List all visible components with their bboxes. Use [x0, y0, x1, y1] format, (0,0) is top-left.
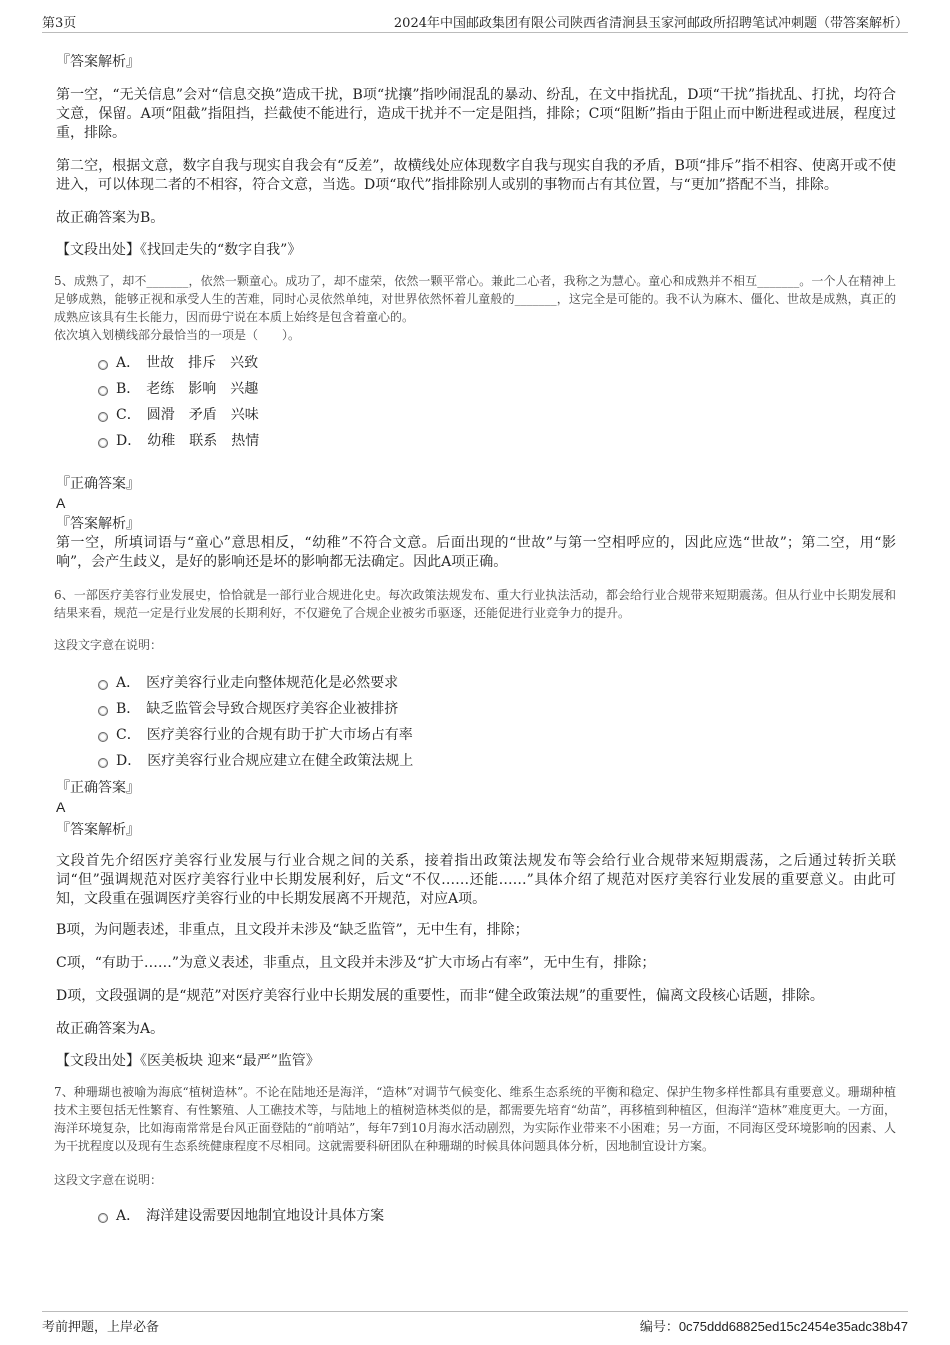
- document-title: 2024年中国邮政集团有限公司陕西省清涧县玉家河邮政所招聘笔试冲刺题（带答案解析）: [393, 16, 908, 31]
- q6-correct-value: A: [56, 799, 66, 815]
- q5-correct-label: 『正确答案』: [56, 476, 140, 492]
- q5-option-a[interactable]: A． 世故 排斥 兴致: [98, 350, 896, 376]
- radio-icon[interactable]: [98, 1213, 108, 1223]
- page-number: 第3页: [42, 16, 77, 31]
- q4-source: 【文段出处】《找回走失的“数字自我”》: [56, 242, 302, 258]
- radio-icon[interactable]: [98, 438, 108, 448]
- q7-option-a[interactable]: A． 海洋建设需要因地制宜地设计具体方案: [98, 1203, 896, 1229]
- q5-option-c[interactable]: C． 圆滑 矛盾 兴味: [98, 402, 896, 428]
- q4-analysis-label: 『答案解析』: [56, 54, 140, 70]
- page-header: [42, 10, 908, 33]
- page-footer: [42, 1311, 908, 1334]
- q6-source: 【文段出处】《医美板块 迎来“最严”监管》: [56, 1053, 320, 1069]
- q5-options: [98, 350, 896, 454]
- radio-icon[interactable]: [98, 680, 108, 690]
- q6-conclusion: 故正确答案为A。: [56, 1021, 165, 1037]
- q4-analysis-para2: 第二空，根据文意，数字自我与现实自我会有“反差”，故横线处应体现数字自我与现实自我的矛盾，B项“排斥”指不相容、使离开或不使进入，可以体现二者的不相容，符合文意，当选。D项“取代”指排除别人或别的事物而占有其位置，与“更加”搭配不当，排除。: [56, 158, 896, 193]
- q6-option-c[interactable]: C． 医疗美容行业的合规有助于扩大市场占有率: [98, 722, 896, 748]
- radio-icon[interactable]: [98, 360, 108, 370]
- q5-option-d[interactable]: D． 幼稚 联系 热情: [98, 428, 896, 454]
- q5-option-b[interactable]: B． 老练 影响 兴趣: [98, 376, 896, 402]
- q6-option-d[interactable]: D． 医疗美容行业合规应建立在健全政策法规上: [98, 748, 896, 774]
- q7-prompt: 这段文字意在说明：: [54, 1173, 163, 1187]
- q7-question-text: 7、种珊瑚也被喻为海底“植树造林”。不论在陆地还是海洋，“造林”对调节气候变化、维系生态系统的平衡和稳定、保护生物多样性都具有重要意义。珊瑚种植技术主要包括无性繁育、有性繁殖、人工礁技术等，与陆地上的植树造林类似的是，都需要先培育“幼苗”，再移植到种植区，但海洋“造林”难度更大。一方面，海洋环境复杂，比如海南常常是台风正面登陆的“前哨站”，每年7到10月海水活动剧烈，为实际作业带来不小困难；另一方面，不同海区受环境影响的因素、人为干扰程度以及现有生态系统健康程度不尽相同。这就需要科研团队在种珊瑚的时候具体问题具体分析，因地制宜设计方案。: [54, 1085, 896, 1153]
- q6-question-text: 6、一部医疗美容行业发展史，恰恰就是一部行业合规进化史。每次政策法规发布、重大行业执法活动，都会给行业合规带来短期震荡。但从行业中长期发展和结果来看，规范一定是行业发展的长期利好，不仅避免了合规企业被劣币驱逐，还能促进行业竞争力的提升。: [54, 588, 896, 620]
- q6-analysis-label: 『答案解析』: [56, 822, 140, 838]
- radio-icon[interactable]: [98, 412, 108, 422]
- q4-conclusion: 故正确答案为B。: [56, 210, 165, 226]
- q5-analysis-label: 『答案解析』: [56, 516, 140, 532]
- q6-correct-label: 『正确答案』: [56, 780, 140, 796]
- page-content: [56, 44, 896, 1229]
- radio-icon[interactable]: [98, 386, 108, 396]
- q6-option-b[interactable]: B． 缺乏监管会导致合规医疗美容企业被排挤: [98, 696, 896, 722]
- q5-correct-value: A: [56, 495, 66, 511]
- footer-slogan: 考前押题，上岸必备: [42, 1320, 160, 1335]
- q6-analysis-para4: D项，文段强调的是“规范”对医疗美容行业中长期发展的重要性，而非“健全政策法规”的重要性，偏离文段核心话题，排除。: [56, 988, 824, 1004]
- q6-analysis-para3: C项，“有助于……”为意义表述，非重点，且文段并未涉及“扩大市场占有率”，无中生有，排除；: [56, 955, 656, 971]
- footer-serial: 编号：0c75ddd68825ed15c2454e35adc38b47: [639, 1319, 908, 1334]
- q6-prompt: 这段文字意在说明：: [54, 638, 163, 652]
- q6-analysis-para2: B项，为问题表述，非重点，且文段并未涉及“缺乏监管”，无中生有，排除；: [56, 922, 529, 938]
- radio-icon[interactable]: [98, 706, 108, 716]
- q4-analysis-para1: 第一空，“无关信息”会对“信息交换”造成干扰，B项“扰攘”指吵闹混乱的暴动、纷乱，在文中指扰乱，D项“干扰”指扰乱、打扰，均符合文意，保留。A项“阻截”指阻挡，拦截使不能进行，造成干扰并不一定是阻挡，排除；C项“阻断”指由于阻止而中断进程或进展，程度过重，排除。: [56, 87, 896, 141]
- q6-options: [98, 670, 896, 774]
- q5-analysis: 第一空，所填词语与“童心”意思相反，“幼稚”不符合文意。后面出现的“世故”与第一空相呼应的，因此应选“世故”；第二空，用“影响”，会产生歧义，是好的影响还是坏的影响都无法确定。因此A项正确。: [56, 535, 896, 570]
- radio-icon[interactable]: [98, 732, 108, 742]
- q6-option-a[interactable]: A． 医疗美容行业走向整体规范化是必然要求: [98, 670, 896, 696]
- q6-analysis-para1: 文段首先介绍医疗美容行业发展与行业合规之间的关系，接着指出政策法规发布等会给行业合规带来短期震荡，之后通过转折关联词“但”强调规范对医疗美容行业中长期发展利好，后文“不仅……还能……”具体介绍了规范对医疗美容行业发展的重要意义。由此可知，文段重在强调医疗美容行业的中长期发展离不开规范，对应A项。: [56, 853, 896, 907]
- q5-prompt: 依次填入划横线部分最恰当的一项是（ ）。: [54, 328, 301, 342]
- q5-question-text: 5、成熟了，却不_______，依然一颗童心。成功了，却不虚荣，依然一颗平常心。兼此二心者，我称之为慧心。童心和成熟并不相互_______。一个人在精神上足够成熟，能够正视和承受人生的苦难，同时心灵依然单纯，对世界依然怀着儿童般的_______，这完全是可能的。我不认为麻木、僵化、世故是成熟，真正的成熟应该具有生长能力，因而毋宁说在本质上始终是包含着童心的。: [54, 274, 896, 324]
- radio-icon[interactable]: [98, 758, 108, 768]
- q7-options: [98, 1203, 896, 1229]
